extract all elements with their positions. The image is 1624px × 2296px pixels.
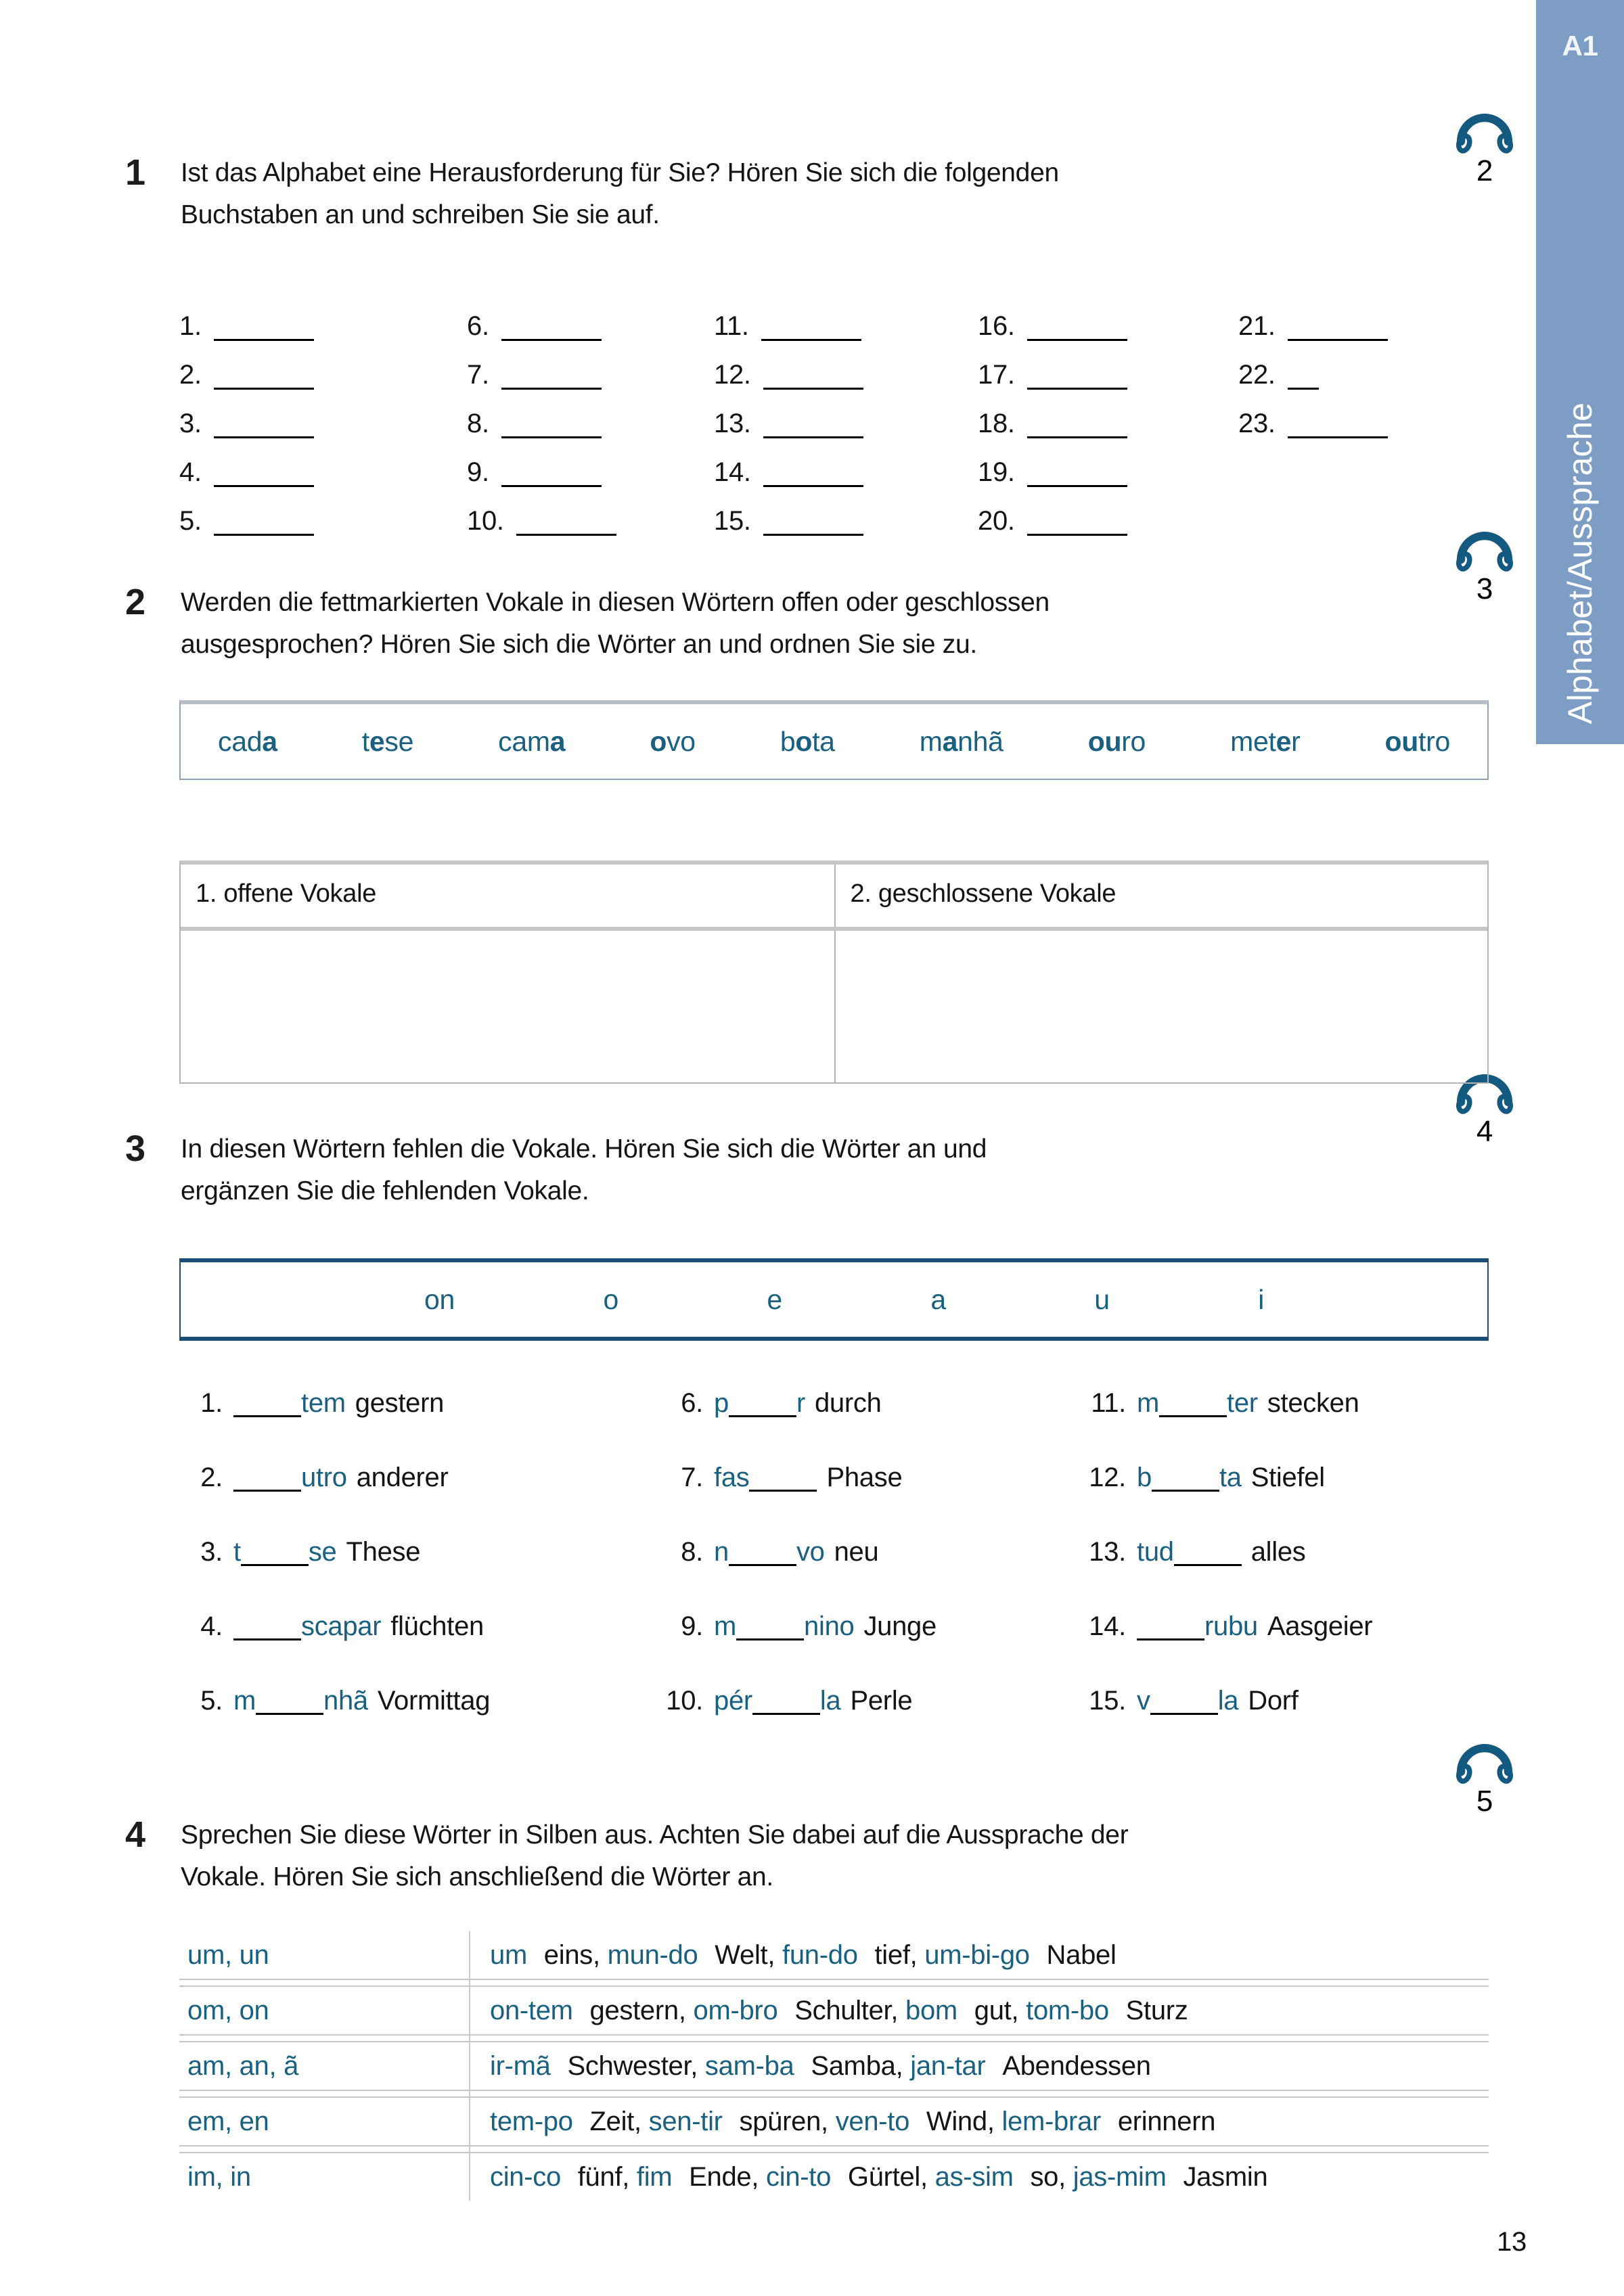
answer-blank[interactable] xyxy=(501,462,602,487)
letter-blank-item xyxy=(179,487,467,536)
blank-number: 8. xyxy=(467,409,489,438)
answer-blank[interactable] xyxy=(1288,316,1388,341)
instruction-line: Ist das Alphabet eine Herausforderung für Sie? Hören Sie sich die folgenden xyxy=(181,158,1059,187)
fill-in-item xyxy=(179,1463,660,1537)
translation: Phase xyxy=(826,1463,903,1492)
word-fragment: scapar xyxy=(301,1611,382,1641)
track-number: 5 xyxy=(1476,1785,1493,1818)
answer-blank[interactable] xyxy=(501,413,602,438)
exercise-4-heading xyxy=(125,1814,1472,1898)
word-part: ro xyxy=(1121,725,1146,757)
fill-in-item xyxy=(1083,1463,1509,1537)
de-word: Ende, xyxy=(689,2161,759,2192)
word-fragment: ter xyxy=(1227,1388,1258,1418)
answer-blank[interactable] xyxy=(736,1632,804,1640)
answer-blank[interactable] xyxy=(1027,365,1127,390)
answer-blank[interactable] xyxy=(214,511,314,536)
fill-in-item xyxy=(1083,1388,1509,1463)
syllable-row xyxy=(179,2153,1489,2201)
word-fragment: rubu xyxy=(1204,1611,1258,1641)
letter-blank-item xyxy=(978,487,1238,536)
blank-number: 18. xyxy=(978,409,1015,438)
fill-in-items-grid xyxy=(179,1388,1509,1760)
pt-word: um-bi-go xyxy=(924,1939,1030,1970)
vowel-bank-item: a xyxy=(930,1283,946,1315)
word-part: t xyxy=(361,725,369,757)
word-bold-vowel: ou xyxy=(1384,725,1419,757)
de-word: Sturz xyxy=(1125,1995,1188,2025)
vowel-bank-item: o xyxy=(603,1283,618,1315)
word-bold-vowel: e xyxy=(369,725,385,757)
letter-blank-item xyxy=(714,390,978,438)
word-bold-vowel: a xyxy=(262,725,277,757)
answer-blank[interactable] xyxy=(233,1632,301,1640)
page-number: 13 xyxy=(1497,2227,1527,2257)
answer-blank[interactable] xyxy=(1027,316,1127,341)
translation: gestern xyxy=(355,1388,445,1418)
answer-blank[interactable] xyxy=(761,316,861,341)
letter-blank-item xyxy=(467,341,714,390)
de-word: so, xyxy=(1030,2161,1066,2192)
fill-in-item xyxy=(179,1388,660,1463)
vowel-bank-item: u xyxy=(1094,1283,1110,1315)
word-fragment: fas xyxy=(714,1463,750,1492)
pt-word: jas-mim xyxy=(1073,2161,1167,2192)
answer-blank[interactable] xyxy=(256,1706,323,1715)
word-fragment: t xyxy=(233,1537,241,1567)
translation: Stiefel xyxy=(1250,1463,1325,1492)
de-word: Welt, xyxy=(715,1939,775,1970)
answer-blank[interactable] xyxy=(763,511,863,536)
answer-blank[interactable] xyxy=(233,1483,301,1492)
letter-blank-item xyxy=(467,487,714,536)
syllable-row xyxy=(179,2042,1489,2090)
answer-blank[interactable] xyxy=(214,462,314,487)
row-divider xyxy=(179,1979,1489,1987)
word-bold-vowel: ou xyxy=(1087,725,1122,757)
translation: neu xyxy=(834,1537,879,1567)
blank-number: 19. xyxy=(978,457,1015,487)
fill-in-item xyxy=(179,1686,660,1760)
de-word: erinnern xyxy=(1117,2106,1216,2136)
syllable-pattern: im, in xyxy=(187,2161,251,2192)
instruction-line: In diesen Wörtern fehlen die Vokale. Hören Sie sich die Wörter an und xyxy=(181,1134,987,1164)
pt-word: bom xyxy=(905,1995,957,2025)
pt-word: ir-mã xyxy=(490,2050,551,2081)
syllable-pattern: em, en xyxy=(187,2106,269,2136)
word-fragment: v xyxy=(1137,1686,1150,1716)
de-word: Nabel xyxy=(1046,1939,1116,1970)
letter-blank-item xyxy=(179,341,467,390)
word-fragment: utro xyxy=(301,1463,347,1492)
blank-number: 14. xyxy=(714,457,751,487)
de-word: Zeit, xyxy=(589,2106,641,2136)
word-fragment: tem xyxy=(301,1388,346,1418)
blank-number: 23. xyxy=(1238,409,1276,438)
answer-blank[interactable] xyxy=(1159,1408,1227,1417)
word-bank-item xyxy=(1230,726,1300,758)
answer-blank[interactable] xyxy=(1288,413,1388,438)
track-number: 3 xyxy=(1476,572,1493,605)
syllable-row xyxy=(179,1931,1489,1979)
column-header-closed-vowels: 2. geschlossene Vokale xyxy=(834,865,1488,927)
de-word: Abendessen xyxy=(1002,2050,1151,2081)
answer-blank[interactable] xyxy=(1150,1706,1218,1715)
instruction-line: Vokale. Hören Sie sich anschließend die Wörter an. xyxy=(181,1862,773,1891)
word-part: met xyxy=(1230,725,1276,757)
blank-number: 10. xyxy=(467,506,504,536)
answer-blank[interactable] xyxy=(763,462,863,487)
translation: stecken xyxy=(1267,1388,1359,1418)
word-fragment: pér xyxy=(714,1686,752,1716)
row-divider xyxy=(179,2090,1489,2098)
blank-number: 7. xyxy=(467,360,489,390)
word-fragment: nhã xyxy=(323,1686,368,1716)
word-fragment: m xyxy=(1137,1388,1160,1418)
word-fragment: vo xyxy=(796,1537,825,1567)
syllable-pattern: om, on xyxy=(187,1995,269,2025)
answer-area-open-vowels[interactable] xyxy=(181,931,834,1082)
word-part: cad xyxy=(218,725,263,757)
exercise-number: 1 xyxy=(125,152,145,193)
exercise-number: 3 xyxy=(125,1128,145,1169)
blank-number: 13. xyxy=(714,409,751,438)
vowel-bank-item: on xyxy=(424,1283,455,1315)
answer-blank[interactable] xyxy=(516,511,616,536)
answer-blank[interactable] xyxy=(1174,1557,1242,1566)
answer-area-closed-vowels[interactable] xyxy=(834,931,1488,1082)
blank-number: 17. xyxy=(978,360,1015,390)
de-word: Samba, xyxy=(811,2050,903,2081)
pt-word: fim xyxy=(636,2161,673,2192)
item-number: 7. xyxy=(681,1463,703,1492)
translation: Perle xyxy=(850,1686,913,1716)
word-bold-vowel: o xyxy=(795,725,813,757)
answer-blank[interactable] xyxy=(1027,462,1127,487)
instruction-line: ergänzen Sie die fehlenden Vokale. xyxy=(181,1176,589,1206)
syllable-row xyxy=(179,2098,1489,2145)
de-word: fünf, xyxy=(577,2161,630,2192)
column-header-open-vowels: 1. offene Vokale xyxy=(196,879,377,908)
de-word: Gürtel, xyxy=(847,2161,928,2192)
answer-blank[interactable] xyxy=(214,365,314,390)
translation: Aasgeier xyxy=(1267,1611,1373,1641)
letter-blank-item xyxy=(714,292,978,341)
item-number: 9. xyxy=(681,1611,703,1641)
translation: These xyxy=(346,1537,421,1567)
exercise-instruction xyxy=(181,1814,1128,1898)
blank-number: 1. xyxy=(179,311,202,341)
fill-in-item xyxy=(1083,1537,1509,1611)
word-part: vo xyxy=(667,725,696,757)
vowel-sort-table xyxy=(179,860,1489,1084)
blank-number: 2. xyxy=(179,360,202,390)
letter-blank-item xyxy=(467,390,714,438)
pt-word: ven-to xyxy=(835,2106,910,2136)
section-sidebar-tab xyxy=(1536,0,1624,744)
word-part: cam xyxy=(498,725,550,757)
translation: Junge xyxy=(863,1611,937,1641)
fill-in-item xyxy=(660,1388,1083,1463)
instruction-line: Buchstaben an und schreiben Sie sie auf. xyxy=(181,200,660,229)
answer-blank[interactable] xyxy=(1152,1483,1219,1492)
blank-number: 6. xyxy=(467,311,489,341)
letter-blank-item xyxy=(179,292,467,341)
letter-blank-item xyxy=(1238,292,1462,341)
word-fragment: nino xyxy=(804,1611,855,1641)
exercise-1-heading xyxy=(125,152,1472,236)
word-part: se xyxy=(384,725,414,757)
word-bank-item xyxy=(650,726,695,758)
answer-blank[interactable] xyxy=(233,1408,301,1417)
blank-number: 15. xyxy=(714,506,751,536)
blank-number: 22. xyxy=(1238,360,1276,390)
pt-word: cin-co xyxy=(490,2161,561,2192)
pt-word: jan-tar xyxy=(910,2050,986,2081)
fill-in-item xyxy=(660,1686,1083,1760)
translation: anderer xyxy=(356,1463,449,1492)
blank-number: 12. xyxy=(714,360,751,390)
level-badge: A1 xyxy=(1562,30,1598,62)
word-fragment: la xyxy=(819,1686,841,1716)
exercise-instruction xyxy=(181,1128,987,1212)
fill-in-item xyxy=(179,1537,660,1611)
exercise-number: 2 xyxy=(125,582,145,622)
word-part: b xyxy=(780,725,796,757)
word-bold-vowel: e xyxy=(1276,725,1292,757)
sort-table-header xyxy=(181,865,1487,931)
de-word: tief, xyxy=(874,1939,918,1970)
word-bold-vowel: a xyxy=(549,725,566,757)
blank-number: 3. xyxy=(179,409,202,438)
item-number: 3. xyxy=(200,1537,223,1567)
item-number: 5. xyxy=(200,1686,223,1716)
word-bold-vowel: a xyxy=(942,725,958,757)
letter-blank-item xyxy=(1238,390,1462,438)
blank-number: 21. xyxy=(1238,311,1276,341)
answer-blank[interactable] xyxy=(763,365,863,390)
fill-in-item xyxy=(660,1537,1083,1611)
headphones-icon xyxy=(1452,108,1517,154)
syllable-pattern: um, un xyxy=(187,1939,269,1970)
answer-blank[interactable] xyxy=(752,1706,820,1715)
pt-word: tem-po xyxy=(490,2106,573,2136)
vowel-bank-box xyxy=(179,1258,1489,1341)
de-word: eins, xyxy=(543,1939,600,1970)
answer-blank[interactable] xyxy=(729,1408,796,1417)
track-number: 2 xyxy=(1476,154,1493,187)
instruction-line: Sprechen Sie diese Wörter in Silben aus. Achten Sie dabei auf die Aussprache der xyxy=(181,1820,1129,1850)
exercise-instruction xyxy=(181,152,1059,236)
item-number: 4. xyxy=(200,1611,223,1641)
syllable-examples xyxy=(467,2051,1151,2082)
word-fragment: n xyxy=(714,1537,729,1567)
word-fragment: r xyxy=(796,1388,805,1418)
pt-word: tom-bo xyxy=(1026,1995,1109,2025)
syllable-table xyxy=(179,1931,1489,2201)
word-bank-item xyxy=(920,726,1003,758)
item-number: 8. xyxy=(681,1537,703,1567)
fill-in-item xyxy=(179,1611,660,1686)
word-fragment: m xyxy=(714,1611,737,1641)
answer-blank[interactable] xyxy=(749,1483,817,1492)
item-number: 10. xyxy=(666,1686,703,1716)
translation: flüchten xyxy=(390,1611,484,1641)
answer-blank[interactable] xyxy=(1027,413,1127,438)
word-fragment: ta xyxy=(1219,1463,1242,1492)
track-number: 4 xyxy=(1476,1115,1493,1148)
answer-blank[interactable] xyxy=(729,1557,796,1566)
pt-word: lem-brar xyxy=(1001,2106,1101,2136)
de-word: Schulter, xyxy=(794,1995,899,2025)
item-number: 2. xyxy=(200,1463,223,1492)
letter-blank-item xyxy=(978,390,1238,438)
blank-number: 9. xyxy=(467,457,489,487)
answer-blank[interactable] xyxy=(214,413,314,438)
item-number: 1. xyxy=(200,1388,223,1418)
exercise-instruction xyxy=(181,582,1050,666)
translation: Dorf xyxy=(1248,1686,1299,1716)
translation: durch xyxy=(814,1388,882,1418)
word-fragment: la xyxy=(1217,1686,1239,1716)
item-number: 13. xyxy=(1089,1537,1126,1567)
letter-blank-item xyxy=(179,438,467,487)
item-number: 6. xyxy=(681,1388,703,1418)
letter-blank-item xyxy=(978,438,1238,487)
row-divider xyxy=(179,2145,1489,2153)
word-fragment: m xyxy=(233,1686,256,1716)
letter-blank-item xyxy=(467,438,714,487)
answer-blank[interactable] xyxy=(214,316,314,341)
blank-number: 5. xyxy=(179,506,202,536)
letter-blank-item xyxy=(1238,341,1462,390)
word-fragment: se xyxy=(308,1537,337,1567)
fill-in-item xyxy=(1083,1686,1509,1760)
word-bank-box xyxy=(179,700,1489,780)
de-word: Jasmin xyxy=(1183,2161,1268,2192)
vowel-bank-item: e xyxy=(767,1283,782,1315)
vowel-bank-item: i xyxy=(1258,1283,1264,1315)
de-word: gut, xyxy=(974,1995,1019,2025)
translation: Vormittag xyxy=(377,1686,491,1716)
instruction-line: ausgesprochen? Hören Sie sich die Wörter an und ordnen Sie sie zu. xyxy=(181,630,977,659)
item-number: 15. xyxy=(1089,1686,1126,1716)
syllable-examples xyxy=(467,2107,1215,2137)
letter-blanks-grid xyxy=(179,292,1462,536)
section-title-vertical: Alphabet/Aussprache xyxy=(1561,402,1599,724)
letter-blank-item xyxy=(978,292,1238,341)
word-bank-item xyxy=(1088,726,1146,758)
fill-in-item xyxy=(660,1463,1083,1537)
blank-number: 16. xyxy=(978,311,1015,341)
answer-blank[interactable] xyxy=(501,316,602,341)
item-number: 12. xyxy=(1089,1463,1126,1492)
word-fragment: b xyxy=(1137,1463,1152,1492)
pt-word: cin-to xyxy=(766,2161,832,2192)
word-fragment: tud xyxy=(1137,1537,1174,1567)
de-word: Wind, xyxy=(926,2106,995,2136)
syllable-row xyxy=(179,1987,1489,2034)
word-part: tro xyxy=(1418,725,1450,757)
word-part: ta xyxy=(812,725,835,757)
syllable-examples xyxy=(467,2162,1267,2192)
blank-number: 20. xyxy=(978,506,1015,536)
de-word: Schwester, xyxy=(567,2050,698,2081)
letter-blank-item xyxy=(978,341,1238,390)
syllable-pattern: am, an, ã xyxy=(187,2050,299,2081)
word-bank-item xyxy=(362,726,413,758)
item-number: 11. xyxy=(1091,1388,1126,1418)
pt-word: sam-ba xyxy=(704,2050,794,2081)
word-bank-item xyxy=(1385,726,1450,758)
word-fragment: p xyxy=(714,1388,729,1418)
letter-blank-item xyxy=(179,390,467,438)
translation: alles xyxy=(1250,1537,1306,1567)
answer-blank[interactable] xyxy=(241,1557,309,1566)
headphones-icon xyxy=(1452,526,1517,572)
pt-word: um xyxy=(490,1939,527,1970)
letter-blank-item xyxy=(714,487,978,536)
letter-blank-item xyxy=(714,341,978,390)
word-bold-vowel: o xyxy=(650,725,667,757)
pt-word: as-sim xyxy=(934,2161,1014,2192)
row-divider xyxy=(179,2034,1489,2042)
word-part: m xyxy=(919,725,943,757)
syllable-examples xyxy=(467,1996,1188,2026)
pt-word: sen-tir xyxy=(648,2106,723,2136)
de-word: spüren, xyxy=(739,2106,828,2136)
instruction-line: Werden die fettmarkierten Vokale in diesen Wörtern offen oder geschlossen xyxy=(181,588,1050,617)
exercise-number: 4 xyxy=(125,1814,145,1855)
letter-blank-item xyxy=(467,292,714,341)
exercise-3-heading xyxy=(125,1128,1472,1212)
answer-blank[interactable] xyxy=(1288,365,1319,390)
answer-blank[interactable] xyxy=(1027,511,1127,536)
blank-number: 11. xyxy=(714,311,749,341)
exercise-2-heading xyxy=(125,582,1472,666)
answer-blank[interactable] xyxy=(1137,1632,1204,1640)
answer-blank[interactable] xyxy=(763,413,863,438)
word-bank-item xyxy=(218,726,277,758)
fill-in-item xyxy=(660,1611,1083,1686)
pt-word: fun-do xyxy=(782,1939,858,1970)
table-column-divider xyxy=(469,1931,470,2201)
answer-blank[interactable] xyxy=(501,365,602,390)
pt-word: om-bro xyxy=(693,1995,778,2025)
de-word: gestern, xyxy=(589,1995,686,2025)
blank-number: 4. xyxy=(179,457,202,487)
letter-blank-item xyxy=(714,438,978,487)
fill-in-item xyxy=(1083,1611,1509,1686)
pt-word: mun-do xyxy=(607,1939,698,1970)
word-part: r xyxy=(1291,725,1301,757)
word-part: nhã xyxy=(957,725,1003,757)
pt-word: on-tem xyxy=(490,1995,573,2025)
word-bank-item xyxy=(780,726,835,758)
word-bank-item xyxy=(498,726,565,758)
syllable-examples xyxy=(467,1940,1116,1971)
sort-table-body xyxy=(181,931,1487,1082)
item-number: 14. xyxy=(1089,1611,1126,1641)
